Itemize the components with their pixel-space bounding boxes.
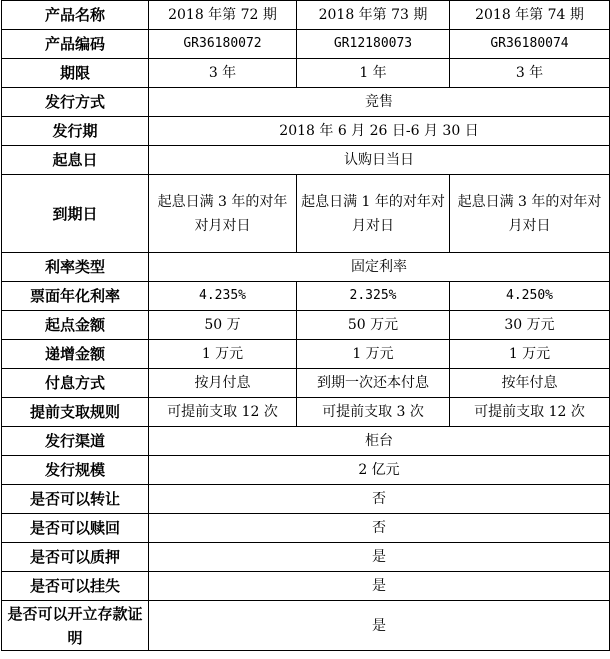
value-interest-payment-1: 按月付息 <box>149 369 297 398</box>
row-transferable <box>2 485 610 514</box>
row-min-amount <box>2 311 610 340</box>
row-early-withdrawal <box>2 398 610 427</box>
label-redeemable: 是否可以赎回 <box>2 514 149 543</box>
row-coupon-rate <box>2 282 610 311</box>
value-product-name-1: 2018 年第 72 期 <box>149 1 297 30</box>
value-deposit-cert: 是 <box>149 601 610 651</box>
row-loss-report <box>2 572 610 601</box>
value-min-amount-1: 50 万 <box>149 311 297 340</box>
value-product-code-2: GR12180073 <box>297 30 450 59</box>
label-channel: 发行渠道 <box>2 427 149 456</box>
value-transferable: 否 <box>149 485 610 514</box>
label-product-code: 产品编码 <box>2 30 149 59</box>
row-product-code <box>2 30 610 59</box>
row-channel <box>2 427 610 456</box>
row-pledgeable <box>2 543 610 572</box>
label-early-withdrawal: 提前支取规则 <box>2 398 149 427</box>
value-coupon-rate-1: 4.235% <box>149 282 297 311</box>
label-increment: 递增金额 <box>2 340 149 369</box>
value-issue-method: 竞售 <box>149 88 610 117</box>
value-increment-3: 1 万元 <box>450 340 610 369</box>
value-min-amount-3: 30 万元 <box>450 311 610 340</box>
value-pledgeable: 是 <box>149 543 610 572</box>
value-product-name-3: 2018 年第 74 期 <box>450 1 610 30</box>
value-maturity-3: 起息日满 3 年的对年对月对日 <box>450 175 610 253</box>
label-deposit-cert: 是否可以开立存款证明 <box>2 601 149 651</box>
value-early-withdrawal-1: 可提前支取 12 次 <box>149 398 297 427</box>
row-maturity <box>2 175 610 253</box>
label-rate-type: 利率类型 <box>2 253 149 282</box>
label-product-name: 产品名称 <box>2 1 149 30</box>
label-min-amount: 起点金额 <box>2 311 149 340</box>
row-issue-period <box>2 117 610 146</box>
value-maturity-2: 起息日满 1 年的对年对月对日 <box>297 175 450 253</box>
label-scale: 发行规模 <box>2 456 149 485</box>
row-scale <box>2 456 610 485</box>
value-scale: 2 亿元 <box>149 456 610 485</box>
value-min-amount-2: 50 万元 <box>297 311 450 340</box>
bond-product-table <box>1 0 610 651</box>
value-interest-payment-2: 到期一次还本付息 <box>297 369 450 398</box>
value-rate-type: 固定利率 <box>149 253 610 282</box>
value-value-date: 认购日当日 <box>149 146 610 175</box>
row-increment <box>2 340 610 369</box>
value-coupon-rate-3: 4.250% <box>450 282 610 311</box>
value-product-name-2: 2018 年第 73 期 <box>297 1 450 30</box>
row-value-date <box>2 146 610 175</box>
row-interest-payment <box>2 369 610 398</box>
value-early-withdrawal-3: 可提前支取 12 次 <box>450 398 610 427</box>
value-issue-period: 2018 年 6 月 26 日-6 月 30 日 <box>149 117 610 146</box>
row-term <box>2 59 610 88</box>
value-interest-payment-3: 按年付息 <box>450 369 610 398</box>
row-issue-method <box>2 88 610 117</box>
label-pledgeable: 是否可以质押 <box>2 543 149 572</box>
label-value-date: 起息日 <box>2 146 149 175</box>
label-interest-payment: 付息方式 <box>2 369 149 398</box>
value-product-code-3: GR36180074 <box>450 30 610 59</box>
label-issue-period: 发行期 <box>2 117 149 146</box>
value-coupon-rate-2: 2.325% <box>297 282 450 311</box>
label-issue-method: 发行方式 <box>2 88 149 117</box>
value-early-withdrawal-2: 可提前支取 3 次 <box>297 398 450 427</box>
value-loss-report: 是 <box>149 572 610 601</box>
label-transferable: 是否可以转让 <box>2 485 149 514</box>
row-deposit-cert <box>2 601 610 651</box>
label-coupon-rate: 票面年化利率 <box>2 282 149 311</box>
row-product-name <box>2 1 610 30</box>
value-increment-2: 1 万元 <box>297 340 450 369</box>
value-term-2: 1 年 <box>297 59 450 88</box>
value-maturity-1: 起息日满 3 年的对年对月对日 <box>149 175 297 253</box>
row-rate-type <box>2 253 610 282</box>
value-product-code-1: GR36180072 <box>149 30 297 59</box>
value-increment-1: 1 万元 <box>149 340 297 369</box>
value-term-3: 3 年 <box>450 59 610 88</box>
label-maturity: 到期日 <box>2 175 149 253</box>
value-channel: 柜台 <box>149 427 610 456</box>
value-redeemable: 否 <box>149 514 610 543</box>
label-term: 期限 <box>2 59 149 88</box>
row-redeemable <box>2 514 610 543</box>
label-loss-report: 是否可以挂失 <box>2 572 149 601</box>
value-term-1: 3 年 <box>149 59 297 88</box>
